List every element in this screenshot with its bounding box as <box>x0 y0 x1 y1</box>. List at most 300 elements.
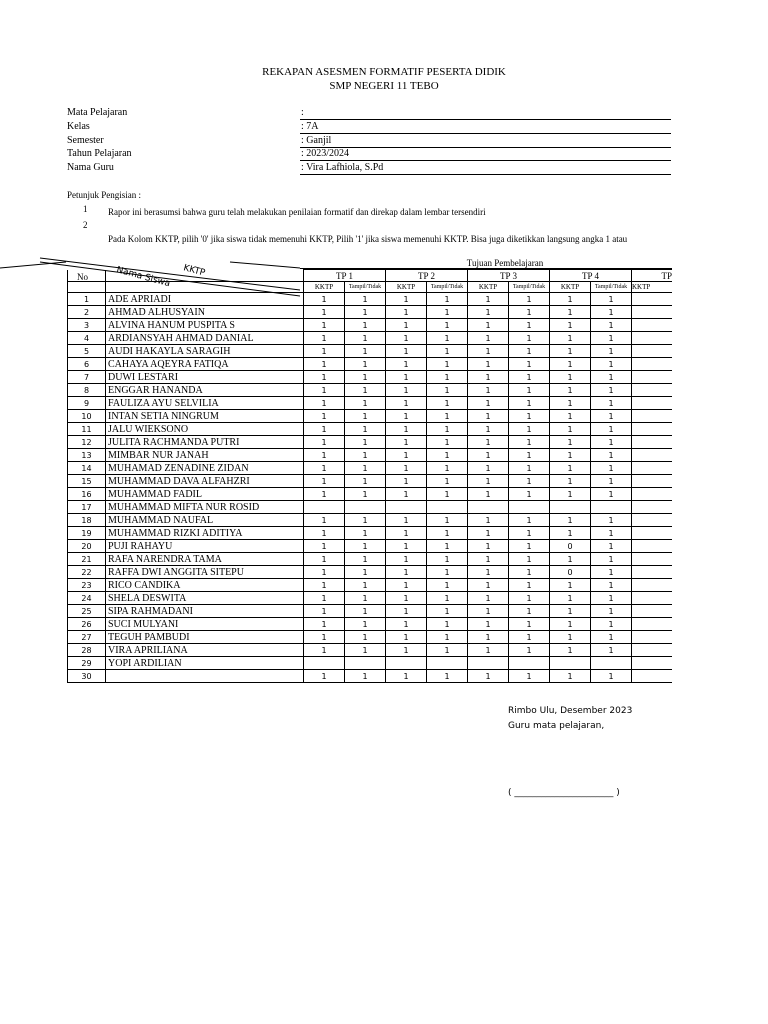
score-cell[interactable]: 1 <box>345 410 386 423</box>
score-cell[interactable]: 1 <box>591 423 632 436</box>
score-cell[interactable]: 1 <box>427 410 468 423</box>
score-cell[interactable]: 1 <box>509 306 550 319</box>
score-cell[interactable]: 1 <box>386 293 427 306</box>
score-cell[interactable]: 1 <box>509 319 550 332</box>
score-cell[interactable]: 1 <box>468 293 509 306</box>
score-cell[interactable] <box>632 670 673 683</box>
score-cell[interactable]: 1 <box>591 319 632 332</box>
score-cell[interactable]: 1 <box>304 553 345 566</box>
score-cell[interactable] <box>632 345 673 358</box>
score-cell[interactable]: 1 <box>304 527 345 540</box>
score-cell[interactable]: 1 <box>509 605 550 618</box>
score-cell[interactable]: 1 <box>427 397 468 410</box>
score-cell[interactable]: 1 <box>345 514 386 527</box>
score-cell[interactable]: 1 <box>591 631 632 644</box>
score-cell[interactable]: 1 <box>509 345 550 358</box>
score-cell[interactable]: 1 <box>509 527 550 540</box>
score-cell[interactable]: 1 <box>427 579 468 592</box>
score-cell[interactable]: 1 <box>550 358 591 371</box>
score-cell[interactable] <box>509 657 550 670</box>
score-cell[interactable] <box>509 501 550 514</box>
table-row <box>68 423 673 436</box>
score-cell[interactable] <box>304 657 345 670</box>
score-cell[interactable]: 1 <box>345 397 386 410</box>
score-cell[interactable]: 1 <box>386 423 427 436</box>
score-cell[interactable]: 1 <box>591 397 632 410</box>
score-cell[interactable]: 1 <box>509 358 550 371</box>
score-cell[interactable]: 1 <box>386 449 427 462</box>
score-cell[interactable]: 1 <box>591 462 632 475</box>
score-cell[interactable]: 1 <box>427 319 468 332</box>
score-cell[interactable]: 1 <box>468 644 509 657</box>
score-cell[interactable]: 1 <box>304 345 345 358</box>
score-cell[interactable] <box>632 488 673 501</box>
score-cell[interactable]: 1 <box>345 488 386 501</box>
score-cell[interactable]: 1 <box>468 345 509 358</box>
score-cell[interactable]: 1 <box>468 306 509 319</box>
score-cell[interactable] <box>550 501 591 514</box>
score-cell[interactable]: 1 <box>304 592 345 605</box>
score-cell[interactable]: 1 <box>304 462 345 475</box>
score-cell[interactable]: 1 <box>509 462 550 475</box>
score-cell[interactable]: 1 <box>345 592 386 605</box>
score-cell[interactable] <box>632 410 673 423</box>
score-cell[interactable]: 1 <box>509 566 550 579</box>
score-cell[interactable]: 1 <box>509 449 550 462</box>
teacher-role: Guru mata pelajaran, <box>508 721 605 731</box>
score-cell[interactable]: 1 <box>386 540 427 553</box>
score-cell[interactable]: 1 <box>468 488 509 501</box>
score-cell[interactable]: 1 <box>345 345 386 358</box>
score-cell[interactable]: 1 <box>427 462 468 475</box>
score-cell[interactable]: 1 <box>345 475 386 488</box>
row-number: 20 <box>68 540 106 553</box>
score-cell[interactable]: 1 <box>345 332 386 345</box>
score-cell[interactable]: 1 <box>304 488 345 501</box>
score-cell[interactable] <box>632 384 673 397</box>
score-cell[interactable]: 1 <box>550 605 591 618</box>
score-cell[interactable]: 1 <box>591 371 632 384</box>
score-cell[interactable]: 1 <box>591 358 632 371</box>
score-cell[interactable]: 1 <box>427 618 468 631</box>
score-cell[interactable]: 1 <box>468 436 509 449</box>
instructions-title: Petunjuk Pengisian : <box>67 190 141 200</box>
score-cell[interactable]: 1 <box>550 293 591 306</box>
score-cell[interactable]: 1 <box>304 332 345 345</box>
score-cell[interactable]: 1 <box>427 358 468 371</box>
score-cell[interactable]: 1 <box>304 384 345 397</box>
score-cell[interactable]: 1 <box>386 618 427 631</box>
score-cell[interactable]: 1 <box>345 553 386 566</box>
score-cell[interactable]: 1 <box>304 631 345 644</box>
score-cell[interactable]: 1 <box>345 631 386 644</box>
score-cell[interactable]: 1 <box>468 605 509 618</box>
score-cell[interactable]: 1 <box>468 540 509 553</box>
score-cell[interactable]: 1 <box>304 449 345 462</box>
score-cell[interactable]: 1 <box>304 514 345 527</box>
score-cell[interactable]: 1 <box>550 384 591 397</box>
score-cell[interactable]: 1 <box>509 540 550 553</box>
score-cell[interactable]: 1 <box>509 618 550 631</box>
score-cell[interactable]: 1 <box>427 306 468 319</box>
score-cell[interactable]: 1 <box>345 605 386 618</box>
score-cell[interactable]: 1 <box>427 644 468 657</box>
score-cell[interactable]: 1 <box>550 332 591 345</box>
score-cell[interactable]: 1 <box>468 592 509 605</box>
score-cell[interactable]: 0 <box>550 540 591 553</box>
score-cell[interactable]: 1 <box>591 345 632 358</box>
score-cell[interactable]: 1 <box>591 293 632 306</box>
score-cell[interactable]: 1 <box>550 631 591 644</box>
score-cell[interactable]: 1 <box>591 605 632 618</box>
score-cell[interactable] <box>632 332 673 345</box>
score-cell[interactable]: 1 <box>468 332 509 345</box>
score-cell[interactable]: 1 <box>345 358 386 371</box>
score-cell[interactable]: 1 <box>509 670 550 683</box>
score-cell[interactable] <box>550 657 591 670</box>
score-cell[interactable] <box>632 527 673 540</box>
score-cell[interactable]: 1 <box>427 553 468 566</box>
score-cell[interactable]: 1 <box>386 553 427 566</box>
header-tp1: TP 1 <box>304 270 386 282</box>
score-cell[interactable]: 1 <box>386 397 427 410</box>
score-cell[interactable]: 1 <box>386 488 427 501</box>
score-cell[interactable]: 1 <box>386 527 427 540</box>
score-cell[interactable]: 1 <box>427 384 468 397</box>
score-cell[interactable]: 1 <box>550 397 591 410</box>
score-cell[interactable]: 1 <box>591 488 632 501</box>
score-cell[interactable]: 1 <box>304 358 345 371</box>
score-cell[interactable] <box>386 657 427 670</box>
score-cell[interactable]: 1 <box>591 618 632 631</box>
score-cell[interactable]: 1 <box>468 462 509 475</box>
score-cell[interactable]: 1 <box>550 462 591 475</box>
score-cell[interactable]: 1 <box>550 553 591 566</box>
score-cell[interactable]: 1 <box>345 306 386 319</box>
score-cell[interactable]: 1 <box>550 423 591 436</box>
student-name: DUWI LESTARI <box>106 371 304 384</box>
student-name: ARDIANSYAH AHMAD DANIAL <box>106 332 304 345</box>
score-cell[interactable]: 1 <box>304 670 345 683</box>
score-cell[interactable]: 1 <box>345 423 386 436</box>
score-cell[interactable]: 1 <box>550 527 591 540</box>
score-cell[interactable]: 1 <box>427 514 468 527</box>
score-cell[interactable]: 1 <box>591 514 632 527</box>
score-cell[interactable]: 1 <box>591 579 632 592</box>
score-cell[interactable]: 1 <box>550 449 591 462</box>
score-cell[interactable]: 1 <box>509 436 550 449</box>
score-cell[interactable]: 1 <box>386 579 427 592</box>
score-cell[interactable]: 1 <box>591 592 632 605</box>
score-cell[interactable]: 1 <box>591 475 632 488</box>
score-cell[interactable]: 1 <box>591 670 632 683</box>
score-cell[interactable]: 1 <box>386 670 427 683</box>
score-cell[interactable] <box>468 501 509 514</box>
row-number: 6 <box>68 358 106 371</box>
score-cell[interactable]: 1 <box>345 540 386 553</box>
score-cell[interactable]: 1 <box>345 670 386 683</box>
score-cell[interactable]: 1 <box>304 618 345 631</box>
table-row <box>68 397 673 410</box>
score-cell[interactable]: 1 <box>386 384 427 397</box>
score-cell[interactable]: 1 <box>386 514 427 527</box>
score-cell[interactable]: 1 <box>591 553 632 566</box>
score-cell[interactable]: 1 <box>427 436 468 449</box>
score-cell[interactable]: 0 <box>550 566 591 579</box>
score-cell[interactable]: 1 <box>386 332 427 345</box>
score-cell[interactable]: 1 <box>345 566 386 579</box>
score-cell[interactable]: 1 <box>427 293 468 306</box>
score-cell[interactable]: 1 <box>468 475 509 488</box>
score-cell[interactable]: 1 <box>304 644 345 657</box>
score-cell[interactable]: 1 <box>591 449 632 462</box>
score-cell[interactable]: 1 <box>304 436 345 449</box>
score-cell[interactable]: 1 <box>427 631 468 644</box>
score-cell[interactable]: 1 <box>468 566 509 579</box>
score-cell[interactable] <box>591 501 632 514</box>
score-cell[interactable]: 1 <box>550 410 591 423</box>
score-cell[interactable]: 1 <box>550 319 591 332</box>
score-cell[interactable]: 1 <box>304 540 345 553</box>
score-cell[interactable]: 1 <box>550 488 591 501</box>
score-cell[interactable]: 1 <box>509 579 550 592</box>
score-cell[interactable] <box>632 462 673 475</box>
score-cell[interactable]: 1 <box>509 631 550 644</box>
score-cell[interactable]: 1 <box>304 397 345 410</box>
score-cell[interactable] <box>632 644 673 657</box>
score-cell[interactable]: 1 <box>427 592 468 605</box>
score-cell[interactable] <box>632 423 673 436</box>
student-name: MUHAMMAD DAVA ALFAHZRI <box>106 475 304 488</box>
score-cell[interactable]: 1 <box>427 345 468 358</box>
score-cell[interactable] <box>632 397 673 410</box>
score-cell[interactable] <box>632 631 673 644</box>
score-cell[interactable]: 1 <box>468 319 509 332</box>
score-cell[interactable]: 1 <box>591 436 632 449</box>
score-cell[interactable] <box>632 540 673 553</box>
score-cell[interactable] <box>632 306 673 319</box>
score-cell[interactable]: 1 <box>509 423 550 436</box>
score-cell[interactable]: 1 <box>427 371 468 384</box>
score-cell[interactable] <box>304 501 345 514</box>
score-cell[interactable] <box>345 501 386 514</box>
score-cell[interactable]: 1 <box>468 397 509 410</box>
score-cell[interactable]: 1 <box>509 293 550 306</box>
score-cell[interactable]: 1 <box>427 449 468 462</box>
row-number: 18 <box>68 514 106 527</box>
score-cell[interactable] <box>632 319 673 332</box>
score-cell[interactable]: 1 <box>509 397 550 410</box>
score-cell[interactable]: 1 <box>468 618 509 631</box>
score-cell[interactable]: 1 <box>427 670 468 683</box>
table-header-sub <box>68 282 673 293</box>
score-cell[interactable]: 1 <box>304 371 345 384</box>
score-cell[interactable]: 1 <box>468 579 509 592</box>
score-cell[interactable]: 1 <box>345 618 386 631</box>
score-cell[interactable] <box>345 657 386 670</box>
table-row <box>68 566 673 579</box>
score-cell[interactable]: 1 <box>427 488 468 501</box>
score-cell[interactable]: 1 <box>386 319 427 332</box>
score-cell[interactable]: 1 <box>468 358 509 371</box>
score-cell[interactable]: 1 <box>468 553 509 566</box>
score-cell[interactable]: 1 <box>468 423 509 436</box>
score-cell[interactable]: 1 <box>509 644 550 657</box>
score-cell[interactable] <box>632 371 673 384</box>
score-cell[interactable] <box>632 579 673 592</box>
score-cell[interactable]: 1 <box>427 423 468 436</box>
score-cell[interactable]: 1 <box>386 345 427 358</box>
score-cell[interactable]: 1 <box>304 410 345 423</box>
score-cell[interactable]: 1 <box>304 423 345 436</box>
score-cell[interactable] <box>632 501 673 514</box>
score-cell[interactable]: 1 <box>509 553 550 566</box>
score-cell[interactable] <box>427 657 468 670</box>
score-cell[interactable]: 1 <box>304 319 345 332</box>
score-cell[interactable]: 1 <box>345 319 386 332</box>
score-cell[interactable]: 1 <box>509 592 550 605</box>
score-cell[interactable] <box>427 501 468 514</box>
score-cell[interactable]: 1 <box>509 410 550 423</box>
score-cell[interactable]: 1 <box>550 371 591 384</box>
score-cell[interactable]: 1 <box>468 514 509 527</box>
score-cell[interactable]: 1 <box>591 410 632 423</box>
score-cell[interactable]: 1 <box>550 592 591 605</box>
score-cell[interactable]: 1 <box>509 488 550 501</box>
score-cell[interactable]: 1 <box>304 566 345 579</box>
row-number: 17 <box>68 501 106 514</box>
score-cell[interactable]: 1 <box>345 436 386 449</box>
score-cell[interactable]: 1 <box>345 384 386 397</box>
signature-line: ( ______________________ ) <box>508 788 620 798</box>
score-cell[interactable]: 1 <box>427 540 468 553</box>
row-number: 23 <box>68 579 106 592</box>
score-cell[interactable]: 1 <box>427 527 468 540</box>
row-number: 4 <box>68 332 106 345</box>
score-cell[interactable]: 1 <box>550 514 591 527</box>
score-cell[interactable]: 1 <box>386 475 427 488</box>
score-cell[interactable]: 1 <box>345 644 386 657</box>
score-cell[interactable]: 1 <box>468 384 509 397</box>
score-cell[interactable]: 1 <box>304 579 345 592</box>
score-cell[interactable]: 1 <box>591 527 632 540</box>
score-cell[interactable]: 1 <box>591 384 632 397</box>
student-name: TEGUH PAMBUDI <box>106 631 304 644</box>
score-cell[interactable]: 1 <box>386 358 427 371</box>
row-number: 28 <box>68 644 106 657</box>
row-number: 24 <box>68 592 106 605</box>
score-cell[interactable]: 1 <box>345 293 386 306</box>
score-cell[interactable]: 1 <box>591 306 632 319</box>
header-tp5: TP <box>632 270 673 282</box>
score-cell[interactable]: 1 <box>386 644 427 657</box>
score-cell[interactable]: 1 <box>386 371 427 384</box>
score-cell[interactable] <box>632 605 673 618</box>
score-cell[interactable]: 1 <box>591 332 632 345</box>
score-cell[interactable] <box>632 293 673 306</box>
row-number: 1 <box>68 293 106 306</box>
score-cell[interactable]: 1 <box>550 345 591 358</box>
score-cell[interactable]: 1 <box>304 306 345 319</box>
score-cell[interactable] <box>632 358 673 371</box>
score-cell[interactable]: 1 <box>345 371 386 384</box>
score-cell[interactable]: 1 <box>550 670 591 683</box>
score-cell[interactable]: 1 <box>591 644 632 657</box>
score-cell[interactable] <box>632 436 673 449</box>
score-cell[interactable]: 1 <box>550 475 591 488</box>
score-cell[interactable] <box>632 449 673 462</box>
table-row <box>68 488 673 501</box>
row-number: 5 <box>68 345 106 358</box>
score-cell[interactable]: 1 <box>304 293 345 306</box>
score-cell[interactable]: 1 <box>345 527 386 540</box>
header-tp2: TP 2 <box>386 270 468 282</box>
table-row <box>68 358 673 371</box>
score-cell[interactable]: 1 <box>386 592 427 605</box>
score-cell[interactable] <box>632 553 673 566</box>
score-cell[interactable]: 1 <box>591 566 632 579</box>
score-cell[interactable] <box>468 657 509 670</box>
score-cell[interactable]: 1 <box>550 618 591 631</box>
score-cell[interactable]: 1 <box>386 306 427 319</box>
score-cell[interactable]: 1 <box>345 579 386 592</box>
score-cell[interactable]: 1 <box>509 475 550 488</box>
score-cell[interactable]: 1 <box>509 384 550 397</box>
score-cell[interactable]: 1 <box>550 306 591 319</box>
score-cell[interactable]: 1 <box>386 462 427 475</box>
score-cell[interactable]: 1 <box>468 527 509 540</box>
sub-tampil: Tampil/Tidak <box>427 282 468 293</box>
score-cell[interactable] <box>386 501 427 514</box>
score-cell[interactable]: 1 <box>345 462 386 475</box>
score-cell[interactable]: 1 <box>468 449 509 462</box>
score-cell[interactable]: 1 <box>468 631 509 644</box>
score-cell[interactable] <box>632 566 673 579</box>
score-cell[interactable]: 1 <box>468 410 509 423</box>
score-cell[interactable]: 1 <box>509 371 550 384</box>
score-cell[interactable]: 1 <box>468 371 509 384</box>
score-cell[interactable]: 1 <box>427 566 468 579</box>
score-cell[interactable]: 1 <box>427 605 468 618</box>
score-cell[interactable] <box>591 657 632 670</box>
score-cell[interactable] <box>632 618 673 631</box>
score-cell[interactable]: 1 <box>550 436 591 449</box>
score-cell[interactable]: 1 <box>386 631 427 644</box>
student-name: SHELA DESWITA <box>106 592 304 605</box>
score-cell[interactable]: 1 <box>386 566 427 579</box>
score-cell[interactable]: 1 <box>304 605 345 618</box>
info-label: Mata Pelajaran <box>67 107 128 118</box>
score-cell[interactable]: 1 <box>468 670 509 683</box>
score-cell[interactable]: 1 <box>386 410 427 423</box>
score-cell[interactable] <box>632 475 673 488</box>
score-cell[interactable]: 1 <box>427 475 468 488</box>
score-cell[interactable]: 1 <box>509 332 550 345</box>
score-cell[interactable]: 1 <box>550 579 591 592</box>
score-cell[interactable]: 1 <box>427 332 468 345</box>
score-cell[interactable] <box>632 514 673 527</box>
score-cell[interactable]: 1 <box>550 644 591 657</box>
score-cell[interactable] <box>632 657 673 670</box>
score-cell[interactable] <box>632 592 673 605</box>
score-cell[interactable]: 1 <box>386 605 427 618</box>
score-cell[interactable]: 1 <box>345 449 386 462</box>
table-row <box>68 332 673 345</box>
score-cell[interactable]: 1 <box>591 540 632 553</box>
score-cell[interactable]: 1 <box>509 514 550 527</box>
score-cell[interactable]: 1 <box>386 436 427 449</box>
score-cell[interactable]: 1 <box>304 475 345 488</box>
